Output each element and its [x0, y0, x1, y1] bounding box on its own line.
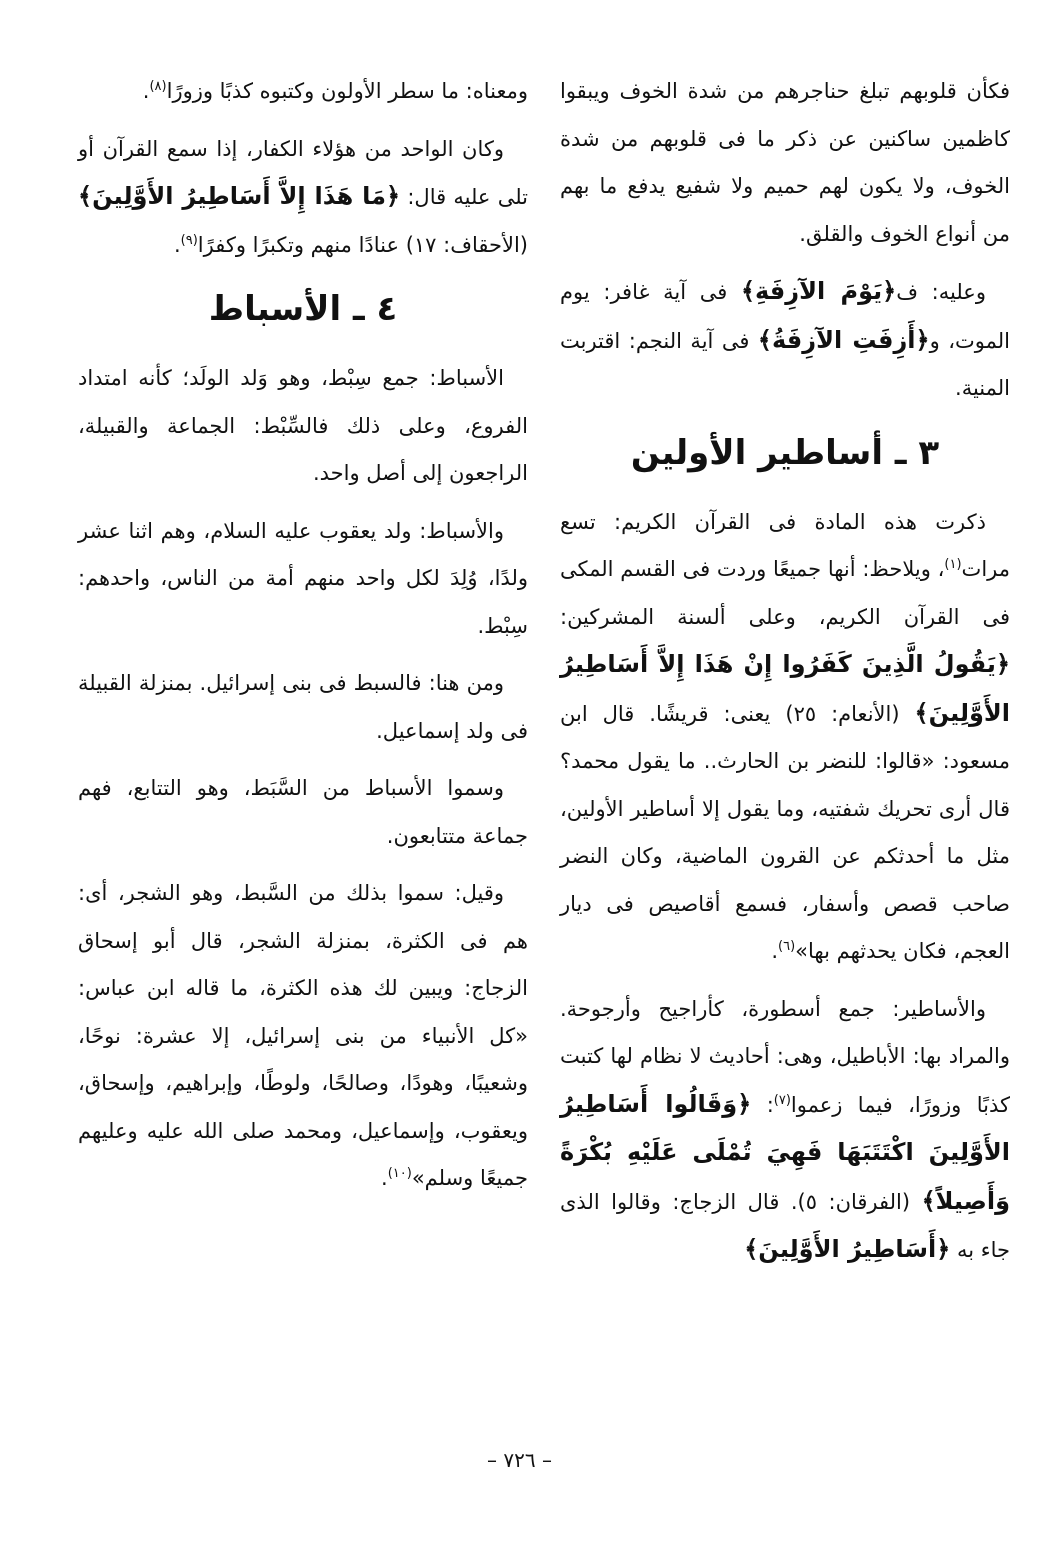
quran-quote: ﴿أَسَاطِيرُ الأَوَّلِينَ﴾: [744, 1235, 951, 1263]
paragraph: الأسباط: جمع سِبْط، وهو وَلد الولَد؛ كأنه امتداد الفروع، وعلى ذلك فالسِّبْط: الجماعة والقبيلة، الراجعون إلى أصل واحد.: [78, 366, 528, 485]
right-column: [560, 68, 1010, 1285]
paragraph: [560, 986, 1010, 1275]
paragraph: وسموا الأسباط من السَّبَط، وهو التتابع، فهم جماعة متتابعون.: [78, 776, 528, 848]
quran-quote: ﴿يَقُولُ الَّذِينَ كَفَرُوا إِنْ هَذَا إِلاَّ أَسَاطِيرُ الأَوَّلِينَ﴾: [560, 650, 1010, 727]
text: .: [381, 1166, 388, 1190]
paragraph: [78, 68, 528, 116]
paragraph: والأسباط: ولد يعقوب عليه السلام، وهم اثنا عشر ولدًا، وُلِدَ لكل واحد منهم أمة من الناس، واحدهم: سِبْط.: [78, 518, 528, 638]
paragraph: [78, 870, 528, 1203]
footnote-ref: (٨): [149, 79, 167, 94]
text: (الأحقاف: ١٧) عنادًا منهم وتكبرًا وكفرًا: [197, 232, 528, 257]
quran-quote: ﴿مَا هَذَا إِلاَّ أَسَاطِيرُ الأَوَّلِينَ﴾: [78, 182, 401, 210]
text: وكان الواحد من هؤلاء الكفار، إذا سمع القرآن أو تلى عليه قال:: [78, 136, 528, 209]
text: :: [766, 1092, 774, 1117]
text: .: [173, 232, 181, 257]
left-column: [78, 68, 528, 1213]
text: والأساطير: جمع أسطورة، كأراجيح وأرجوحة. والمراد بها: الأباطيل، وهى: أحاديث لا نظام لها كتبت كذبًا وزورًا، فيما زعموا: [560, 996, 1010, 1117]
paragraph: ومن هنا: فالسبط فى بنى إسرائيل. بمنزلة القبيلة فى ولد إسماعيل.: [78, 671, 528, 743]
quran-quote: ﴿أَزِفَتِ الآزِفَةُ﴾: [757, 325, 930, 354]
footnote-ref: (٩): [180, 232, 198, 248]
text: ، ويلاحظ: أنها جميعًا وردت فى القسم المكى فى القرآن الكريم، وعلى ألسنة المشركين:: [560, 557, 1010, 629]
paragraph: [78, 126, 528, 270]
page-number: – ٧٢٦ –: [487, 1448, 552, 1472]
footnote-ref: (٧): [773, 1092, 791, 1108]
text: .: [771, 939, 778, 963]
section-heading: ٣ ـ أساطير الأولين: [630, 432, 940, 473]
paragraph: [560, 268, 1010, 413]
text: ذكرت هذه المادة فى القرآن الكريم: تسع مرات: [560, 509, 1010, 581]
section-heading: ٤ ـ الأسباط: [208, 289, 398, 329]
footnote-ref: (١٠): [387, 1166, 412, 1181]
paragraph: فكأن قلوبهم تبلغ حناجرهم من شدة الخوف ويبقوا كاظمين ساكنين عن ذكر ما فى قلوبهم من شدة الخوف، ولا يكون لهم حميم ولا شفيع يدفع ما بهم من أنواع الخوف والقلق.: [560, 79, 1010, 246]
footnote-ref: (٦): [778, 939, 796, 954]
text: .: [142, 79, 150, 103]
quran-quote: ﴿يَوْمَ الآزِفَةِ﴾: [740, 277, 897, 305]
footnote-ref: (١): [944, 557, 962, 572]
text: ومعناه: ما سطر الأولون وكتبوه كذبًا وزورًا: [166, 79, 528, 103]
text: وقيل: سموا بذلك من السَّبط، وهو الشجر، أى: هم فى الكثرة، بمنزلة الشجر، قال أبو إسحاق الزجاج: ويبين لك هذه الكثرة، ما قاله ابن عباس: «كل الأنبياء من بنى إسرائيل، إلا عشرة: نوحًا، وشعيبًا، وهودًا، وصالحًا، ولوطًا، وإبراهيم، وإسحاق، ويعقوب، وإسماعيل، ومحمد صلى الله عليه وعليهم جميعًا وسلم»: [78, 881, 528, 1190]
text: (الأنعام: ٢٥) يعنى: قريشًا. قال ابن مسعود: «قالوا: للنضر بن الحارث.. ما يقول محمد؟ قال أرى تحريك شفتيه، وما يقول إلا أساطير الأولين، مثل ما أحدثكم عن القرون الماضية، وكان النضر صاحب قصص وأسفار، فسمع أقاصيص فى ديار العجم، فكان يحدثهم بها»: [560, 701, 1010, 963]
paragraph: [560, 499, 1010, 976]
text: وعليه: ف: [896, 280, 986, 304]
quran-quote: ﴿وَقَالُوا أَسَاطِيرُ الأَوَّلِينَ اكْتَتَبَهَا فَهِيَ تُمْلَى عَلَيْهِ بُكْرَةً وَأَصِيلاً﴾: [560, 1089, 1010, 1215]
text: (الفرقان: ٥). قال الزجاج: وقالوا الذى جاء به: [560, 1189, 1010, 1262]
text: فى آية غافر: يوم الموت، و: [560, 280, 1010, 353]
text: فى آية النجم: اقتربت المنية.: [560, 328, 1010, 400]
